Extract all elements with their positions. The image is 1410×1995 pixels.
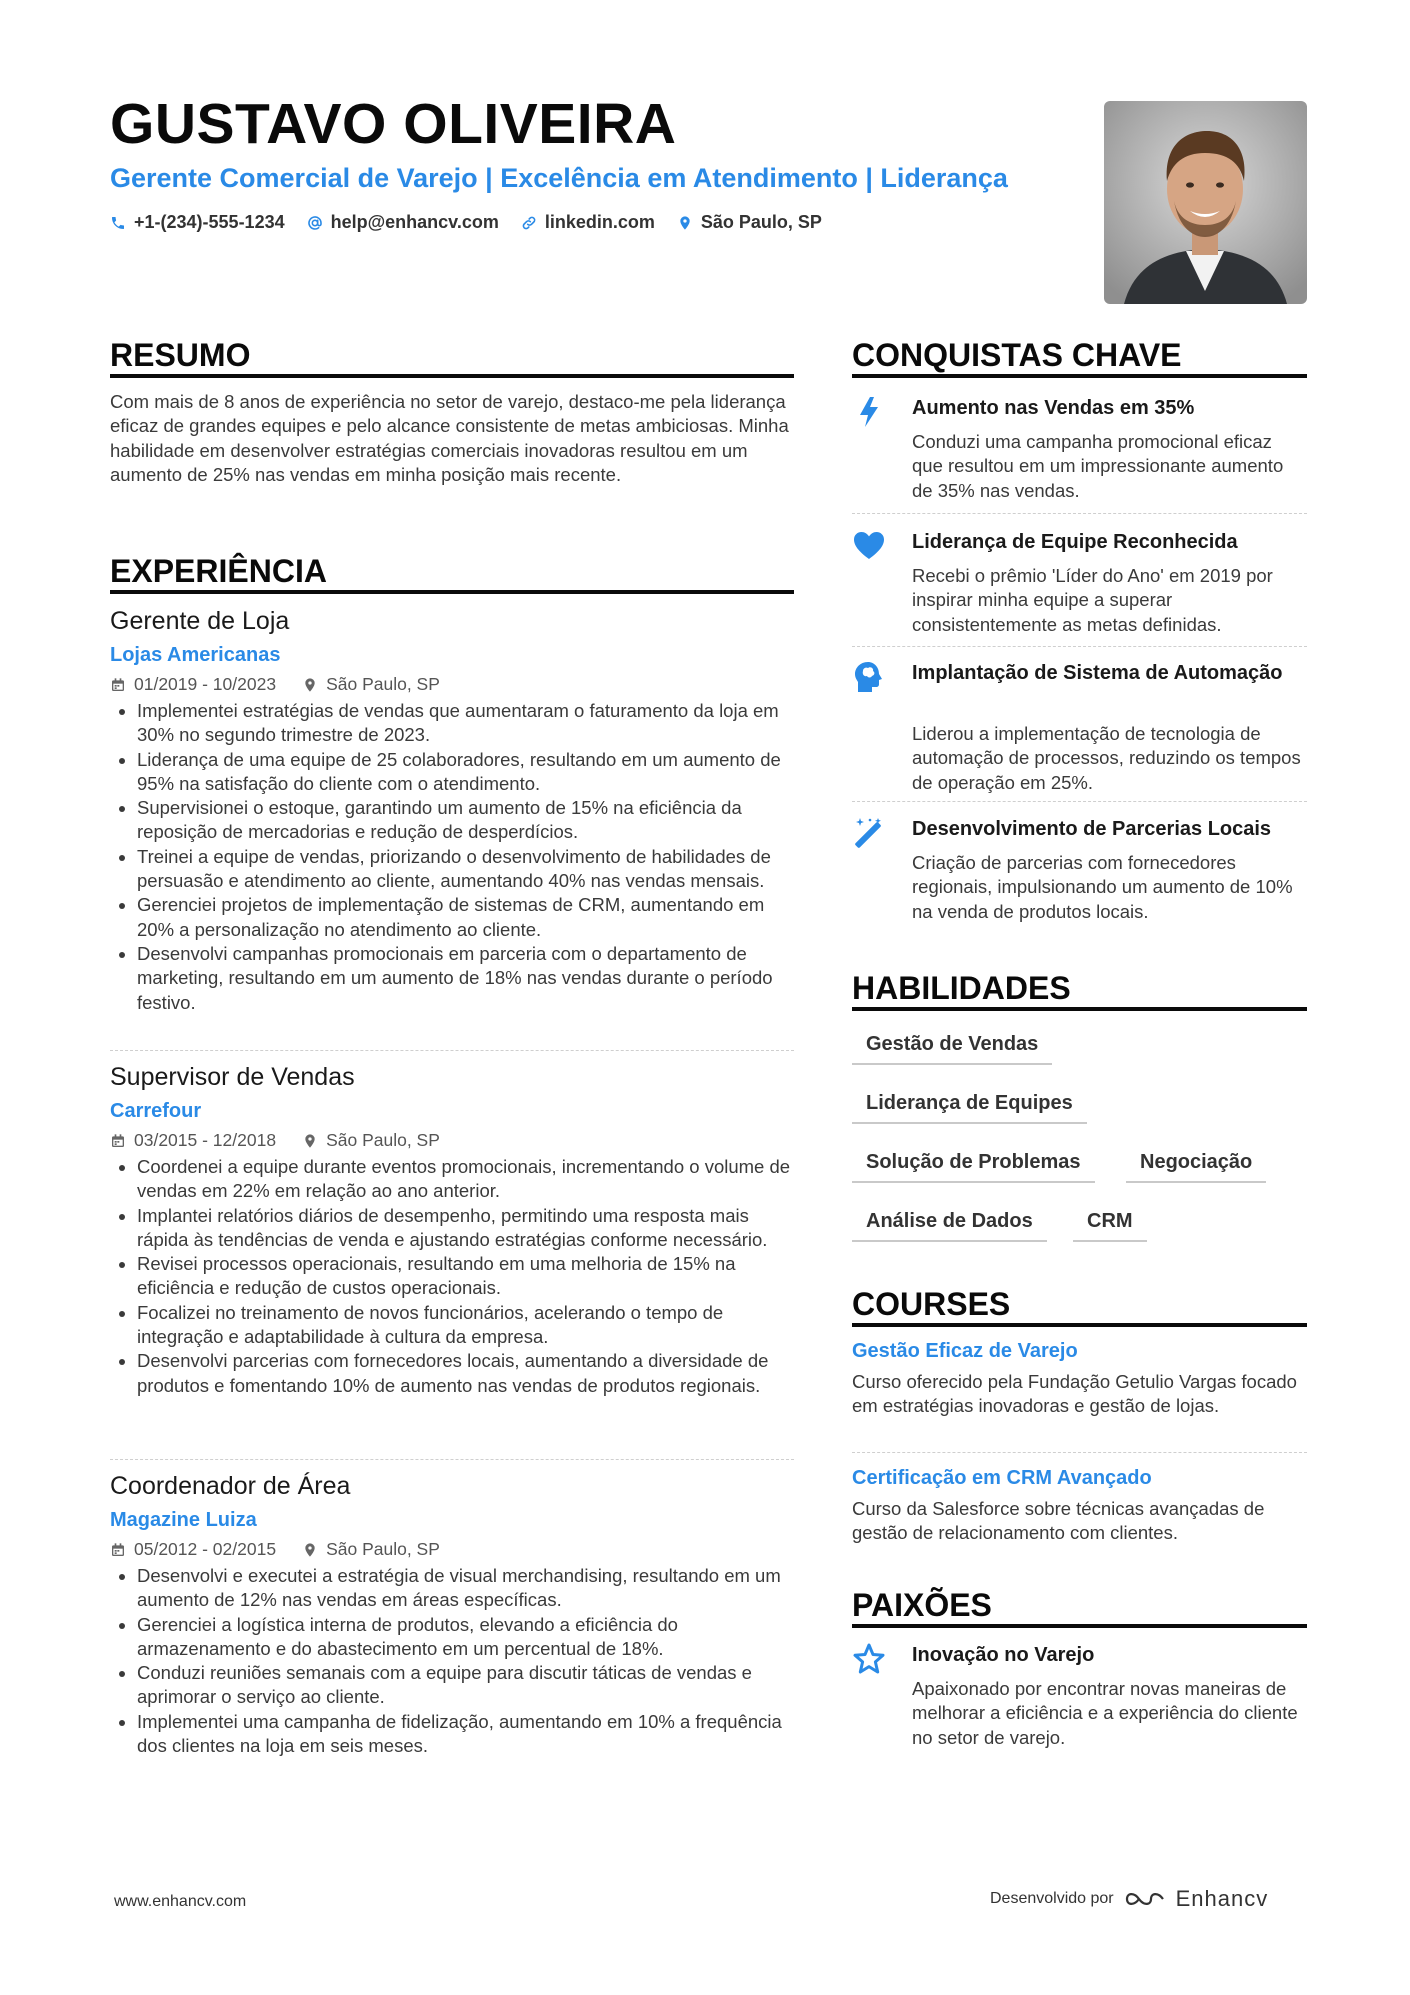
location-text: São Paulo, SP <box>700 212 822 232</box>
courses-divider <box>852 1323 1307 1327</box>
job-meta <box>110 1130 794 1151</box>
job-location-text: São Paulo, SP <box>326 1130 440 1150</box>
skill-tag: Análise de Dados <box>852 1204 1047 1242</box>
achievement-separator <box>852 646 1307 647</box>
bullet-item: • Implantei relatórios diários de desempenho, permitindo uma resposta mais rápida às tendências de venda e ajustando estratégias conforme necessário. <box>137 1204 794 1253</box>
job-dates <box>110 1130 276 1151</box>
job-bullets <box>110 1155 794 1398</box>
job-location <box>302 1539 440 1560</box>
job-dates-text: 05/2012 - 02/2015 <box>134 1539 277 1559</box>
job-location <box>302 674 440 695</box>
skill-tag: Negociação <box>1126 1145 1266 1183</box>
link-icon <box>521 215 537 231</box>
bullet-item: • Conduzi reuniões semanais com a equipe para discutir táticas de vendas e aprimorar o serviço ao cliente. <box>137 1661 794 1710</box>
bullet-item: • Focalizei no treinamento de novos funcionários, acelerando o tempo de integração e adaptabilidade à cultura da empresa. <box>137 1301 794 1350</box>
achievement-title: Desenvolvimento de Parcerias Locais <box>912 818 1272 840</box>
passion-item <box>852 1642 1307 1752</box>
job-meta <box>110 1539 794 1560</box>
job-title: Supervisor de Vendas <box>110 1063 355 1091</box>
skills-divider <box>852 1007 1307 1011</box>
bullet-item: • Implementei uma campanha de fidelização, aumentando em 10% a frequência dos clientes na loja em seis meses. <box>137 1710 794 1759</box>
heart-icon <box>852 529 886 563</box>
job-bullets <box>110 1564 794 1758</box>
achievement-desc: Criação de parcerias com fornecedores regionais, impulsionando um aumento de 10% na venda de produtos locais. <box>912 852 1293 922</box>
achievements-divider <box>852 374 1307 378</box>
job-title: Coordenador de Área <box>110 1472 351 1500</box>
company-name: Lojas Americanas <box>110 644 281 666</box>
footer-url[interactable]: www.enhancv.com <box>114 1893 247 1910</box>
company-name: Carrefour <box>110 1100 202 1122</box>
contact-bar <box>110 212 822 233</box>
job-bullets <box>110 699 794 1015</box>
skill-tag: Liderança de Equipes <box>852 1086 1087 1124</box>
summary-divider <box>110 374 794 378</box>
experience-divider <box>110 590 794 594</box>
calendar-icon <box>110 1542 126 1558</box>
bullet-item: • Revisei processos operacionais, resultando em uma melhoria de 15% na eficiência e redução de custos operacionais. <box>137 1252 794 1301</box>
email-text[interactable]: help@enhancv.com <box>330 212 499 232</box>
at-sign-icon <box>307 215 323 231</box>
summary-heading: RESUMO <box>110 337 251 373</box>
lightning-icon <box>852 395 886 429</box>
achievement-desc: Liderou a implementação de tecnologia de automação de processos, reduzindo os tempos de operação em 25%. <box>912 723 1301 793</box>
calendar-icon <box>110 677 126 693</box>
achievement-item <box>852 660 1307 795</box>
achievement-desc: Recebi o prêmio 'Líder do Ano' em 2019 por inspirar minha equipe a superar consistentemente as metas definidas. <box>912 565 1273 635</box>
job-dates-text: 01/2019 - 10/2023 <box>134 674 277 694</box>
passion-desc: Apaixonado por encontrar novas maneiras de melhorar a eficiência e a experiência do cliente no setor de varejo. <box>912 1678 1298 1748</box>
achievement-separator <box>852 801 1307 802</box>
contact-location <box>677 212 822 233</box>
calendar-icon <box>110 1133 126 1149</box>
achievement-item <box>852 816 1307 926</box>
achievement-title: Liderança de Equipe Reconhecida <box>912 531 1238 553</box>
bullet-item: • Gerenciei a logística interna de produtos, elevando a eficiência do armazenamento e do abastecimento em um percentual de 18%. <box>137 1613 794 1662</box>
star-icon <box>852 1642 886 1676</box>
brand-name: Enhancv <box>1175 1886 1269 1911</box>
passions-divider <box>852 1624 1307 1628</box>
enhancv-logo-icon <box>1124 1888 1166 1910</box>
course-title: Certificação em CRM Avançado <box>852 1467 1152 1489</box>
achievement-item <box>852 529 1307 639</box>
skills-heading: HABILIDADES <box>852 970 1071 1006</box>
bullet-item: • Coordenei a equipe durante eventos promocionais, incrementando o volume de vendas em 22% em relação ao ano anterior. <box>137 1155 794 1204</box>
location-pin-icon <box>302 1542 318 1558</box>
skill-tag: Solução de Problemas <box>852 1145 1095 1183</box>
powered-by-label: Desenvolvido por <box>990 1890 1114 1907</box>
achievement-item <box>852 395 1307 505</box>
candidate-name: GUSTAVO OLIVEIRA <box>110 92 677 156</box>
achievement-separator <box>852 513 1307 514</box>
location-pin-icon <box>302 677 318 693</box>
location-pin-icon <box>677 215 693 231</box>
bullet-item: • Treinei a equipe de vendas, priorizando o desenvolvimento de habilidades de persuasão e atendimento ao cliente, aumentando 40% nas vendas mensais. <box>137 845 794 894</box>
bullet-item: • Supervisionei o estoque, garantindo um aumento de 15% na eficiência da reposição de mercadorias e redução de desperdícios. <box>137 796 794 845</box>
job-dates-text: 03/2015 - 12/2018 <box>134 1130 277 1150</box>
job-dates <box>110 674 276 695</box>
linkedin-text[interactable]: linkedin.com <box>544 212 655 232</box>
course-separator <box>852 1452 1307 1453</box>
job-title: Gerente de Loja <box>110 607 290 635</box>
profile-photo <box>1104 101 1307 304</box>
job-location-text: São Paulo, SP <box>326 674 440 694</box>
phone-text: +1-(234)-555-1234 <box>134 212 285 232</box>
bullet-item: • Gerenciei projetos de implementação de sistemas de CRM, aumentando em 20% a personalização no atendimento ao cliente. <box>137 893 794 942</box>
phone-icon <box>110 215 126 231</box>
bullet-item: • Desenvolvi campanhas promocionais em parceria com o departamento de marketing, resultando em um aumento de 18% nas vendas durante o período festivo. <box>137 942 794 1015</box>
achievement-title: Implantação de Sistema de Automação <box>912 662 1283 684</box>
location-pin-icon <box>302 1133 318 1149</box>
bullet-item: • Desenvolvi parcerias com fornecedores locais, aumentando a diversidade de produtos e fomentando 10% de aumento nas vendas de produtos regionais. <box>137 1349 794 1398</box>
brain-head-icon <box>852 660 886 694</box>
job-entry <box>110 1065 794 1398</box>
avatar <box>1104 101 1307 304</box>
bullet-item: • Liderança de uma equipe de 25 colaboradores, resultando em um aumento de 95% na satisfação do cliente com o atendimento. <box>137 748 794 797</box>
job-dates <box>110 1539 276 1560</box>
bullet-item: • Implementei estratégias de vendas que aumentaram o faturamento da loja em 30% no segundo trimestre de 2023. <box>137 699 794 748</box>
job-location <box>302 1130 440 1151</box>
contact-linkedin[interactable] <box>521 212 655 233</box>
job-separator <box>110 1459 794 1460</box>
course-desc: Curso da Salesforce sobre técnicas avançadas de gestão de relacionamento com clientes. <box>852 1498 1265 1544</box>
footer-branding <box>990 1886 1268 1912</box>
skill-tag: CRM <box>1073 1204 1147 1242</box>
contact-phone <box>110 212 285 233</box>
skill-tag: Gestão de Vendas <box>852 1027 1052 1065</box>
achievement-title: Aumento nas Vendas em 35% <box>912 397 1195 419</box>
passions-heading: PAIXÕES <box>852 1587 992 1623</box>
course-title: Gestão Eficaz de Varejo <box>852 1340 1078 1362</box>
job-entry <box>110 609 794 1015</box>
passion-title: Inovação no Varejo <box>912 1644 1095 1666</box>
course-desc: Curso oferecido pela Fundação Getulio Vargas focado em estratégias inovadoras e gestão de lojas. <box>852 1371 1297 1417</box>
job-entry <box>110 1474 794 1758</box>
bullet-item: • Desenvolvi e executei a estratégia de visual merchandising, resultando em um aumento de 12% nas vendas em áreas específicas. <box>137 1564 794 1613</box>
candidate-headline: Gerente Comercial de Varejo | Excelência em Atendimento | Liderança <box>110 163 1008 193</box>
company-name: Magazine Luiza <box>110 1509 257 1531</box>
courses-heading: COURSES <box>852 1286 1011 1322</box>
achievements-heading: CONQUISTAS CHAVE <box>852 337 1182 373</box>
job-separator <box>110 1050 794 1051</box>
job-location-text: São Paulo, SP <box>326 1539 440 1559</box>
magic-wand-icon <box>852 816 886 850</box>
experience-heading: EXPERIÊNCIA <box>110 553 327 589</box>
job-meta <box>110 674 794 695</box>
contact-email[interactable] <box>307 212 499 233</box>
summary-text: Com mais de 8 anos de experiência no setor de varejo, destaco-me pela liderança eficaz de grandes equipes e pelo alcance consistente de metas ambiciosas. Minha habilidade em desenvolver estratégias comerciais inovadoras resultou em um aumento de 25% nas vendas em minha posição mais recente. <box>110 391 789 485</box>
achievement-desc: Conduzi uma campanha promocional eficaz que resultou em um impressionante aumento de 35% nas vendas. <box>912 431 1284 501</box>
